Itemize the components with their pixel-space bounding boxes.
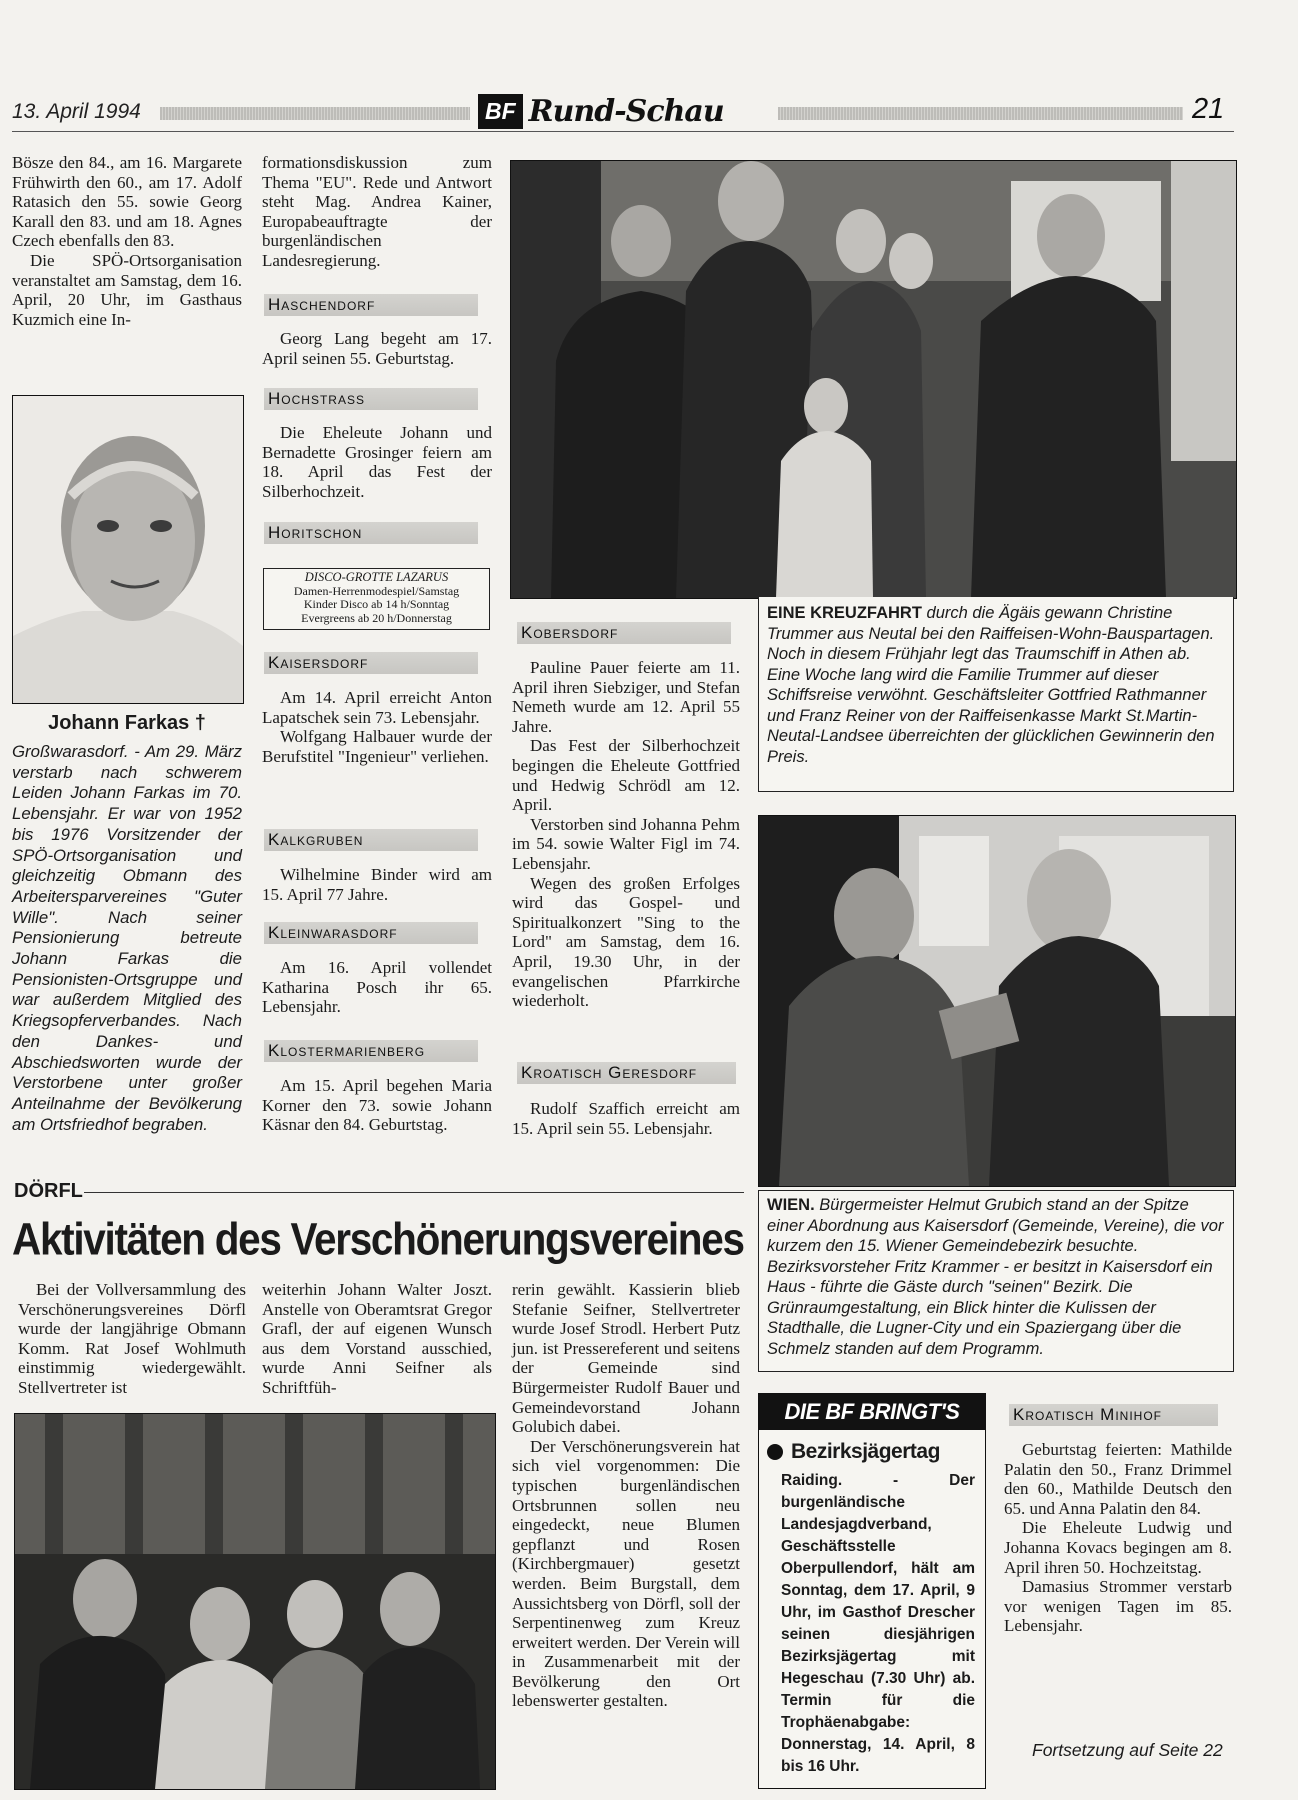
continued-note: Fortsetzung auf Seite 22 (1032, 1740, 1223, 1760)
col1-paragraph: Die SPÖ-Ortsorganisation veranstaltet am Samstag, dem 16. April, 20 Uhr, im Gasthaus Kuzmich eine In- (12, 250, 242, 329)
wien-caption-text: Bürgermeister Helmut Grubich stand an der Spitze einer Abordnung aus Kaisersdorf (Gemeinde, Vereine), die vor kurzem den 15. Wiener Gemeindebezirk besuchte. Bezirksvorsteher Fritz Krammer - er besitzt in Kaisersdorf ein Haus - führte die Gäste durch "seinen" Bezirk. Die Grünraumgestaltung, ein Blick hinter die Kulissen der Stadthalle, die Lugner-City und ein Spaziergang über die Schmelz standen auf dem Programm. (767, 1196, 1224, 1358)
col2-text (262, 153, 492, 271)
haschendorf-text (262, 329, 492, 368)
minihof-text (1004, 1440, 1232, 1636)
disco-ad-title: DISCO-GROTTE LAZARUS (304, 570, 449, 584)
cruise-photo (510, 160, 1237, 599)
doerfl-photo (14, 1413, 496, 1790)
doerfl-paragraph: Bei der Vollversammlung des Verschönerungsvereines Dörfl wurde der langjährige Obmann Komm. Rat Josef Wohlmuth einstimmig wiedergewählt. Stellvertreter ist (18, 1280, 246, 1397)
obituary-text: Großwarasdorf. - Am 29. März verstarb nach schwerem Leiden Johann Farkas im 70. Lebensjahr. Er war von 1952 bis 1976 Vorsitzender der SPÖ-Ortsorganisation und gleichzeitig Obmann des Arbeitersparvereines "Guter Wille". Nach seiner Pensionierung betreute Johann Farkas die Pensionisten-Ortsgruppe und war außerdem Mitglied des Kriegsopferverbandes. Nach den Dankes- und Abschiedsworten wurde der Verstorbene unter großer Anteilnahme der Bevölkerung am Ortsfriedhof begraben. (12, 742, 242, 1134)
kroatisch-geresdorf-paragraph: Rudolf Szaffich erreicht am 15. April sein 55. Lebensjahr. (512, 1099, 740, 1138)
rubric-kaisersdorf: Kaisersdorf (264, 652, 478, 674)
cruise-caption (758, 597, 1234, 792)
header-date: 13. April 1994 (12, 100, 141, 123)
header-rule-left (160, 107, 470, 120)
doerfl-col-a (18, 1280, 246, 1398)
kleinwarasdorf-paragraph: Am 16. April vollendet Katharina Posch ihr 65. Lebensjahr. (262, 958, 492, 1017)
kobersdorf-paragraph: Pauline Pauer feierte am 11. April ihren Siebziger, und Stefan Nemeth wurde am 12. April 55 Jahre. (512, 658, 740, 736)
minihof-paragraph: Geburtstag feierten: Mathilde Palatin den 50., Franz Drimmel den 60., Mathilde Deutsch den 65. und Anna Palatin den 84. (1004, 1440, 1232, 1518)
wien-photo (758, 815, 1236, 1187)
doerfl-paragraph: Der Verschönerungsverein hat sich viel vorgenommen: Die typischen burgenländischen Ortsbrunnen sollen neu eingedeckt, neue Blumen gepflanzt und Rosen (Kirchbergmauer) gesetzt werden. Beim Burgstall, dem Aussichtsberg von Dörfl, soll der Serpentinenweg zum Kreuz erweitert werden. Der Verein will in Zusammenarbeit mit der Bevölkerung den Ort lebenswerter gestalten. (512, 1436, 740, 1711)
cruise-caption-lead: EINE KREUZFAHRT (767, 604, 922, 622)
kaisersdorf-paragraph: Am 14. April erreicht Anton Lapatschek sein 73. Lebensjahr. (262, 688, 492, 727)
cruise-caption-text: durch die Ägäis gewann Christine Trummer aus Neutal bei den Raiffeisen-Wohn-Bauspartagen. Noch in diesem Frühjahr legt das Traumschiff in Athen ab. Eine Woche lang wird die Familie Trummer auf dieser Schiffsreise verwöhnt. Geschäftsleiter Gottfried Rathmanner und Franz Reiner von der Raiffeisenkasse Markt St.Martin-Neutal-Landsee überreichten der glücklichen Gewinnerin den Preis. (767, 604, 1215, 766)
page-number: 21 (1192, 93, 1225, 125)
bullet-icon (767, 1444, 783, 1460)
kobersdorf-paragraph: Das Fest der Silberhochzeit begingen die Eheleute Gottfried und Hedwig Schrödl am 12. April. (512, 736, 740, 815)
minihof-paragraph: Damasius Strommer verstarb vor wenigen Tagen im 85. Lebensjahr. (1004, 1577, 1232, 1636)
kaisersdorf-paragraph: Wolfgang Halbauer wurde der Berufstitel "Ingenieur" verliehen. (262, 727, 492, 766)
kobersdorf-paragraph: Verstorben sind Johanna Pehm im 54. sowie Walter Figl im 74. Lebensjahr. (512, 814, 740, 873)
doerfl-headline: Aktivitäten des Verschönerungsvereines (12, 1213, 744, 1265)
bf-brings-event: Bezirksjägertag (791, 1440, 940, 1463)
doerfl-col-b (262, 1280, 492, 1398)
kobersdorf-text (512, 658, 740, 1011)
doerfl-paragraph: rerin gewählt. Kassierin blieb Stefanie Seifner, Stellvertreter wurde Josef Strodl. Herbert Putz jun. ist Pressereferent und seitens der Gemeinde sind Bürgermeister Rudolf Bauer und Gemeindevorstand Johann Golubich dabei. (512, 1280, 740, 1437)
header-rule-right (778, 107, 1183, 120)
doerfl-paragraph: weiterhin Johann Walter Joszt. Anstelle von Oberamtsrat Gregor Grafl, der auf eigenen Wunsch aus dem Vorstand ausschied, wurde Anni Seifner als Schriftfüh- (262, 1280, 492, 1397)
rubric-kleinwarasdorf: Kleinwarasdorf (264, 922, 478, 944)
kalkgruben-text (262, 865, 492, 904)
kaisersdorf-text (262, 688, 492, 766)
minihof-paragraph: Die Eheleute Ludwig und Johanna Kovacs begingen am 8. April ihren 50. Hochzeitstag. (1004, 1518, 1232, 1577)
klostermarienberg-paragraph: Am 15. April begehen Maria Korner den 73. sowie Johann Käsnar den 84. Geburtstag. (262, 1076, 492, 1135)
wien-caption-lead: WIEN. (767, 1196, 815, 1214)
rund-schau-logo: Rund-Schau (528, 93, 724, 129)
bf-logo-mark: BF (478, 94, 523, 129)
rubric-haschendorf: Haschendorf (264, 294, 478, 316)
col1-text (12, 153, 242, 329)
kroatisch-geresdorf-text (512, 1099, 740, 1138)
doerfl-kicker: DÖRFL (14, 1180, 83, 1202)
kleinwarasdorf-text (262, 958, 492, 1017)
disco-ad-line: Kinder Disco ab 14 h/Sonntag (303, 597, 450, 611)
doerfl-kicker-rule (84, 1192, 744, 1193)
header-underline (12, 131, 1234, 132)
wien-caption (758, 1190, 1234, 1372)
rubric-klostermarienberg: Klostermarienberg (264, 1040, 478, 1062)
disco-ad-line: Damen-Herrenmodespiel/Samstag (293, 583, 460, 598)
obituary-name: Johann Farkas † (48, 712, 206, 734)
rubric-hochstrass: Hochstrass (264, 388, 478, 410)
kobersdorf-paragraph: Wegen des großen Erfolges wird das Gospel- und Spiritualkonzert "Sing to the Lord" am Samstag, dem 16. April, 19.30 Uhr, in der evangelischen Pfarrkirche wiederholt. (512, 873, 740, 1011)
rubric-horitschon: Horitschon (264, 522, 478, 544)
disco-ad (263, 568, 490, 630)
rubric-kroatisch-minihof: Kroatisch Minihof (1009, 1404, 1218, 1426)
bf-brings-text: Raiding. - Der burgenländische Landesjagdverband, Geschäftsstelle Oberpullendorf, hält am Sonntag, dem 17. April, 9 Uhr, im Gasthof Drescher seinen diesjährigen Bezirksjägertag mit Hegeschau (7.30 Uhr) ab. Termin für die Trophäenabgabe: Donnerstag, 14. April, 8 bis 16 Uhr. (781, 1472, 975, 1775)
hochstrass-paragraph: Die Eheleute Johann und Bernadette Grosinger feiern am 18. April das Fest der Silberhochzeit. (262, 423, 492, 501)
rubric-kroatisch-geresdorf: Kroatisch Geresdorf (517, 1062, 736, 1084)
haschendorf-paragraph: Georg Lang begeht am 17. April seinen 55. Geburtstag. (262, 329, 492, 368)
col1-paragraph: Bösze den 84., am 16. Margarete Frühwirth den 60., am 17. Adolf Ratasich den 55. sowie Georg Karall den 83. und am 18. Agnes Czech ebenfalls den 83. (12, 153, 242, 251)
col2-paragraph: formationsdiskussion zum Thema "EU". Rede und Antwort steht Mag. Andrea Kainer, Europabeauftragte der burgenländischen Landesregierung. (262, 153, 492, 270)
obituary-photo (12, 395, 244, 704)
doerfl-col-c (512, 1280, 740, 1711)
rubric-kalkgruben: Kalkgruben (264, 829, 478, 851)
header-logo (478, 93, 724, 129)
klostermarienberg-text (262, 1076, 492, 1135)
kalkgruben-paragraph: Wilhelmine Binder wird am 15. April 77 Jahre. (262, 865, 492, 904)
hochstrass-text (262, 423, 492, 501)
bf-brings-box (758, 1393, 986, 1789)
rubric-kobersdorf: Kobersdorf (517, 622, 731, 644)
bf-brings-title: DIE BF BRINGT'S (759, 1394, 985, 1430)
disco-ad-line: Evergreens ab 20 h/Donnerstag (301, 610, 452, 625)
